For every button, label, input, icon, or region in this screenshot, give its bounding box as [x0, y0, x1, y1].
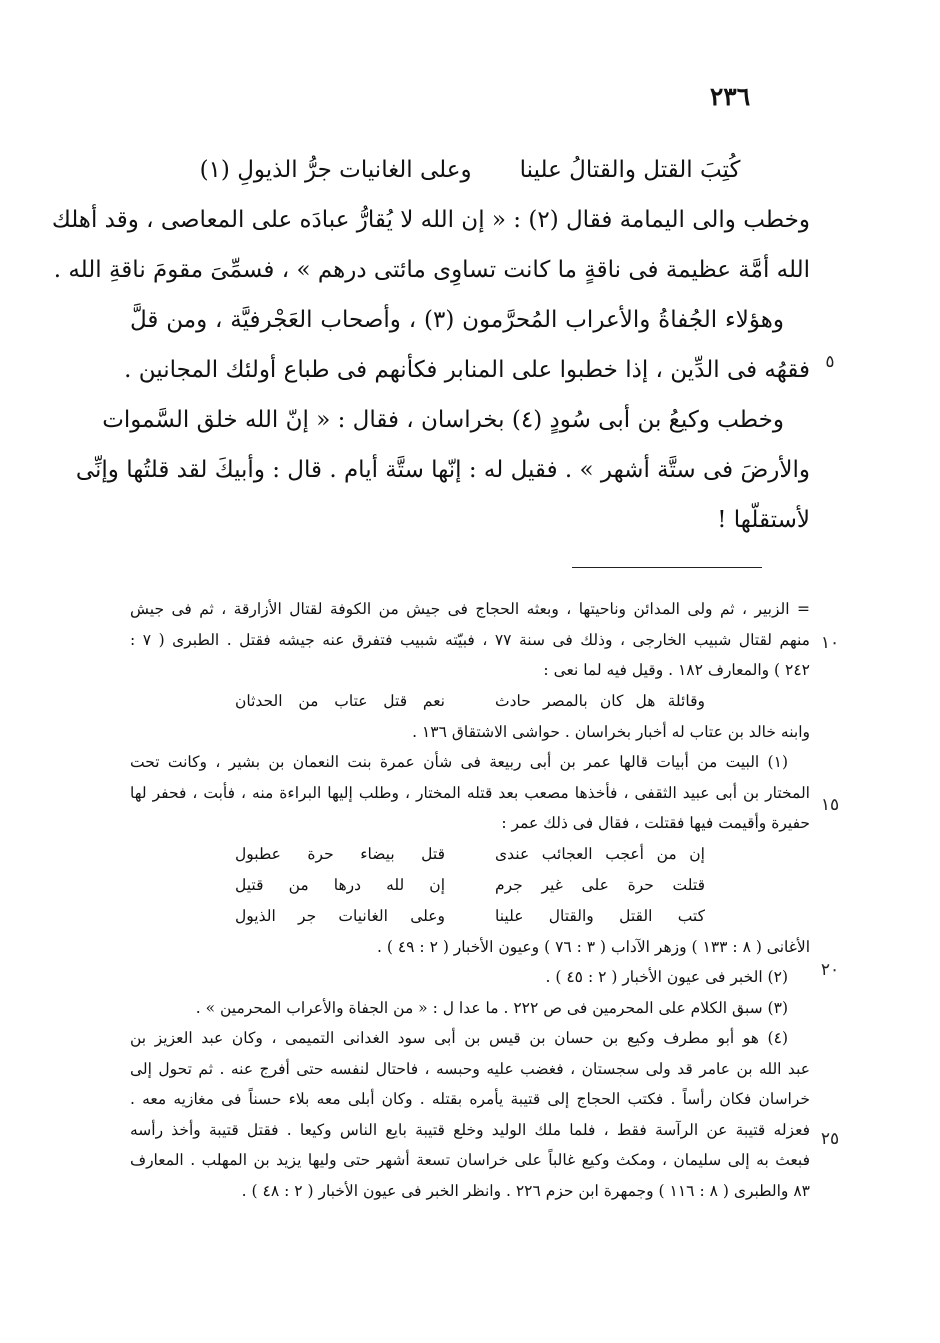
verse-first-hemistich: وقائلة هل كان بالمصر حادث — [495, 691, 705, 710]
text-line: وهؤلاء الجُفاةُ والأعراب المُحرَّمون (٣) ، وأصحاب العَجْرفيَّة ، ومن قلَّ — [130, 307, 784, 333]
text-line: وخطب والى اليمامة فقال (٢) : « إن الله لا يُقارُّ عبادَه على المعاصى ، وقد أهلك — [51, 207, 810, 233]
verse-second-hemistich: نعم قتل عتاب من الحدثان — [235, 691, 445, 710]
text-line: والأرضَ فى ستَّة أشهر » . فقيل له : إنّها ستَّة أيام . قال : وأبيكَ لقد قلتُها وإنِّى — [75, 457, 810, 483]
footnote-verse — [130, 686, 810, 717]
footnote-4-line: عبد الله بن عامر قد ولى سجستان ، فغضب عليه وحبسه ، فاحتال لنفسه حتى أفرج عنه . ثم تحول إلى — [130, 1059, 810, 1078]
line-marker: ١٥ — [820, 795, 840, 815]
footnote-4-line: (٤) هو أبو مطرف وكيع بن حسان بن قيس بن أبى سود الغدانى التميمى ، وكان عبد العزيز بن — [130, 1029, 788, 1047]
verse-first-hemistich: قتلت حرة على غير جرم — [495, 875, 705, 894]
footnote-verse — [130, 839, 810, 870]
main-text — [51, 150, 810, 540]
footnote-4-line: خراسان فكان رأساً . فكتب الحجاج إلى قتيبة يأمره بقتله . وكان أبلى معه بلاء حسناً فى مغازيه معه . — [130, 1090, 810, 1108]
footnote-4-line: ٨٣ والطبرى ( ٨ : ١١٦ ) وجمهرة ابن حزم ٢٢٦ . وانظر الخبر فى عيون الأخبار ( ٢ : ٤٨ ) . — [241, 1181, 810, 1200]
page-number: ٢٣٦ — [709, 82, 751, 111]
verse-second-hemistich: قتل بيضاء حرة عطبول — [235, 844, 445, 863]
footnotes — [130, 594, 810, 1206]
footnote-line: وابنه خالد بن عتاب له أخبار بخراسان . حواشى الاشتقاق ١٣٦ . — [412, 722, 810, 741]
text-line: فقهُه فى الدِّين ، إذا خطبوا على المنابر فكأنهم فى طباع أولئك المجانين . — [124, 357, 810, 383]
text-line: الله أمَّة عظيمة فى ناقةٍ ما كانت تساوِى مائتى درهم » ، فسمِّىَ مقومَ ناقةِ الله . — [53, 257, 810, 283]
footnote-3: (٣) سبق الكلام على المحرمين فى ص ٢٢٢ . ما عدا ل : « من الجفاة والأعراب المحرمين » . — [195, 998, 788, 1017]
verse-first-hemistich: كُتِبَ القتل والقتالُ علينا — [519, 157, 741, 183]
verse-first-hemistich: إن من أعجب العجائب عندى — [495, 844, 705, 863]
footnote-line: ٢٤٢ ) والمعارف ١٨٢ . وقيل فيه لما نعى : — [543, 661, 810, 679]
line-marker: ٢٥ — [820, 1129, 840, 1149]
line-marker: ٢٠ — [820, 960, 840, 980]
verse-first-hemistich: كتب القتل والقتال علينا — [495, 906, 705, 925]
verse-second-hemistich: وعلى الغانيات جر الذيول — [235, 906, 445, 925]
footnote-verse — [130, 901, 810, 932]
verse-second-hemistich: إن لله درها من قتيل — [235, 875, 445, 894]
text-line: لأستقلّها ! — [717, 507, 810, 533]
line-marker: ٥ — [825, 352, 835, 372]
opening-verse — [130, 150, 810, 190]
footnote-1-source: الأغانى ( ٨ : ١٣٣ ) وزهر الآداب ( ٣ : ٧٦ ) وعيون الأخبار ( ٢ : ٤٩ ) . — [377, 937, 810, 956]
footnote-4-line: فعزله قتيبة عن الرآسة فقط ، فلما ملك الوليد وخلع قتيبة بايع الناس وكيعا . فقتل قتيبة وأخذ رأسه — [130, 1120, 810, 1139]
footnote-1-line: (١) البيت من أبيات قالها عمر بن أبى ربيعة فى شأن عمرة بنت النعمان بن بشير ، وكانت تحت — [130, 753, 788, 771]
footnote-line: منهم لقتال شبيب الخارجى ، وذلك فى سنة ٧٧ ، فبيّته شبيب فتفرق عنه جيشه فقتل . الطبرى ( ٧ : — [130, 630, 810, 649]
footnote-1-line: المختار بن أبى عبيد الثقفى ، فأخذها مصعب بعد قتله المختار ، وطلب إليها البراءة منه ، فأبت ، فحفر لها — [130, 783, 810, 802]
footnote-separator — [572, 567, 762, 568]
footnote-4-line: فبعث به إلى سليمان ، ومكث وكيع غالباً على خراسان تسعة أشهر حتى وليها يزيد بن المهلب . المعارف — [130, 1151, 810, 1169]
footnote-1-line: حفيرة وأقيمت فيها فقتلت ، فقال فى ذلك عمر : — [501, 814, 810, 832]
footnote-line: = الزبير ، ثم ولى المدائن وناحيتها ، وبعثه الحجاج فى جيش من الكوفة لقتال الأزارقة ، ثم فى جيش — [130, 600, 810, 618]
footnote-verse — [130, 870, 810, 901]
verse-second-hemistich: وعلى الغانيات جرُّ الذيولِ (١) — [199, 157, 472, 183]
footnote-2: (٢) الخبر فى عيون الأخبار ( ٢ : ٤٥ ) . — [545, 968, 788, 986]
text-line: وخطب وكيعُ بن أبى سُودٍ (٤) بخراسان ، فقال : « إنّ الله خلق السَّموات — [102, 407, 784, 433]
line-marker: ١٠ — [820, 633, 840, 653]
